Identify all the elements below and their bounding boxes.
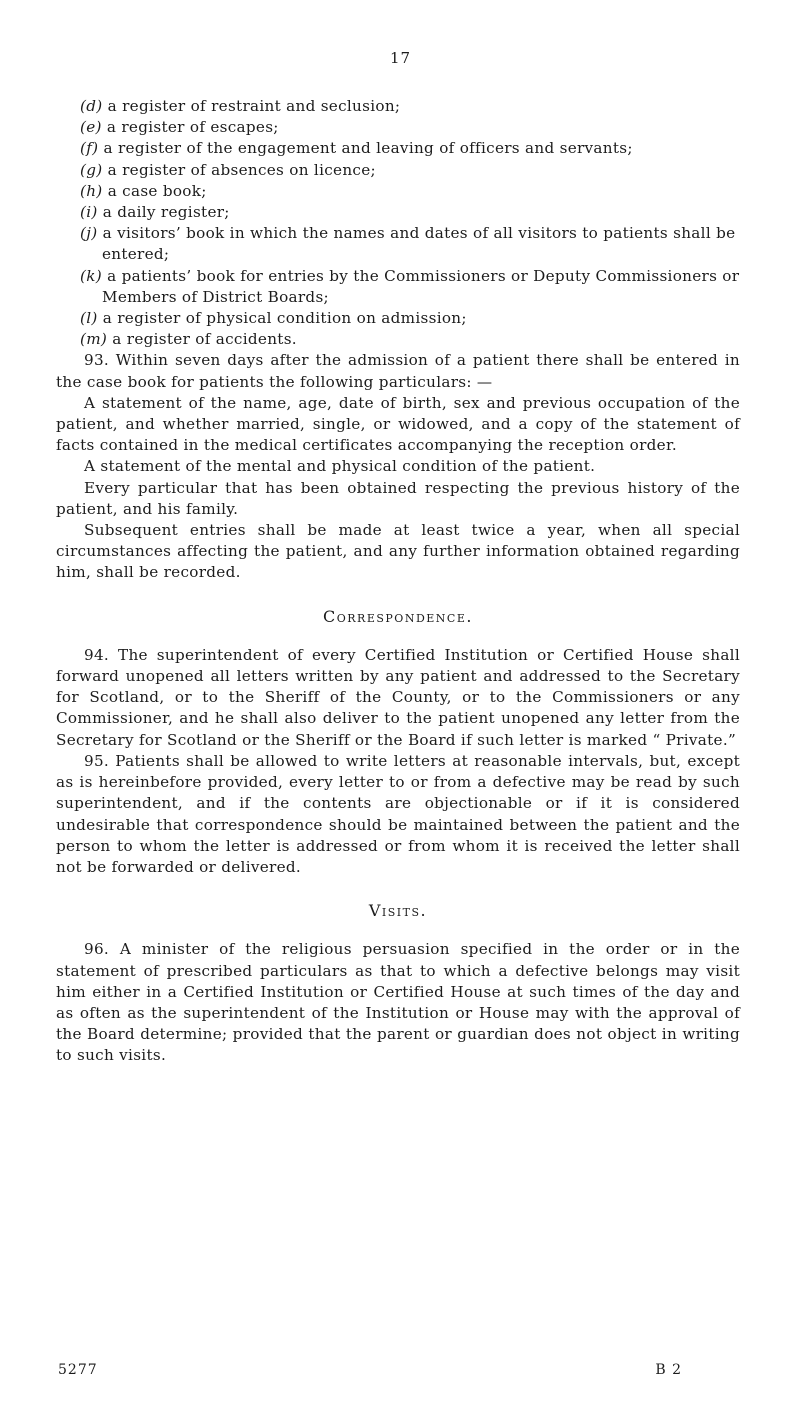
paragraph-95: 95. Patients shall be allowed to write letters at reasonable intervals, but, except as is hereinbefore provided, every letter to or from a defective may be read by such superintendent, and if the contents are objectionable or if it is considered undesirable that correspondence should be maintained between the patient and the person to whom the letter is addressed or from whom it is received the letter shall not be forwarded or delivered. [56, 751, 740, 876]
list-item-label: (j) [80, 224, 98, 243]
list-item-text: a register of absences on licence; [107, 160, 376, 179]
list-item-text: a register of the engagement and leaving of officers and servants; [103, 139, 633, 158]
register-list-item [56, 266, 740, 308]
paragraph-93-previous-history: Every particular that has been obtained respecting the previous history of the patient, and his family. [56, 478, 740, 518]
register-list [56, 96, 740, 350]
register-list-item [56, 138, 740, 159]
list-item-label: (d) [80, 97, 103, 115]
paragraph-93-statement-name: A statement of the name, age, date of birth, sex and previous occupation of the patient, and whether married, single, or widowed, and a copy of the statement of facts contained in the medical certificates accompanying the reception order. [56, 393, 740, 455]
register-list-item [56, 202, 740, 223]
list-item-label: (e) [80, 118, 102, 137]
paragraph-93: 93. Within seven days after the admission of a patient there shall be entered in the case book for patients the following particulars: — [56, 351, 740, 391]
paragraph-93-statement-condition: A statement of the mental and physical condition of the patient. [84, 457, 596, 476]
list-item-label: (f) [80, 139, 99, 158]
list-item-text: a visitors’ book in which the names and dates of all visitors to patients shall be entered; [102, 224, 736, 264]
paragraph-96: 96. A minister of the religious persuasion specified in the order or in the statement of prescribed particulars as that to which a defective belongs may visit him either in a Certified Institution or Certified House at such times of the day and as often as the superintendent of the Institution or House may with the approval of the Board determine; provided that the parent or guardian does not object in writing to such visits. [56, 940, 740, 1065]
register-list-item [56, 308, 740, 329]
page-body [56, 96, 740, 1067]
list-item-text: a register of physical condition on admission; [102, 309, 467, 328]
list-item-label: (g) [80, 160, 103, 179]
list-item-text: a register of accidents. [112, 330, 297, 349]
list-item-text: a register of restraint and seclusion; [107, 97, 401, 115]
paragraph-94: 94. The superintendent of every Certified Institution or Certified House shall forward unopened all letters written by any patient and addressed to the Secretary for Scotland, or to the Sheriff of the County, or to the Commissioners or any Commissioner, and he shall also deliver to the patient unopened any letter from the Secretary for Scotland or the Sheriff or the Board if such letter is marked “ Private.” [56, 645, 740, 749]
list-item-label: (i) [80, 203, 98, 222]
page-number: 17 [389, 49, 412, 67]
register-list-item [56, 329, 740, 350]
register-list-item [56, 181, 740, 202]
list-item-label: (l) [80, 309, 98, 328]
list-item-text: a case book; [107, 181, 207, 200]
list-item-label: (m) [80, 330, 108, 349]
list-item-label: (k) [80, 266, 102, 285]
register-list-item [56, 160, 740, 181]
list-item-text: a daily register; [102, 203, 230, 222]
heading-visits: Visits. [368, 901, 428, 921]
heading-correspondence: Correspondence. [323, 606, 473, 626]
list-item-text: a patients’ book for entries by the Commissioners or Deputy Commissioners or Members of District Boards; [102, 266, 740, 306]
list-item-label: (h) [80, 181, 103, 200]
footer-signature-mark: B 2 [655, 1362, 682, 1378]
register-list-item [56, 223, 740, 265]
footer-print-number: 5277 [58, 1362, 98, 1378]
register-list-item [56, 117, 740, 138]
register-list-item [56, 96, 740, 117]
paragraph-93-subsequent-entries: Subsequent entries shall be made at least twice a year, when all special circumstances affecting the patient, and any further information obtained regarding him, shall be recorded. [56, 521, 740, 582]
list-item-text: a register of escapes; [106, 118, 279, 137]
